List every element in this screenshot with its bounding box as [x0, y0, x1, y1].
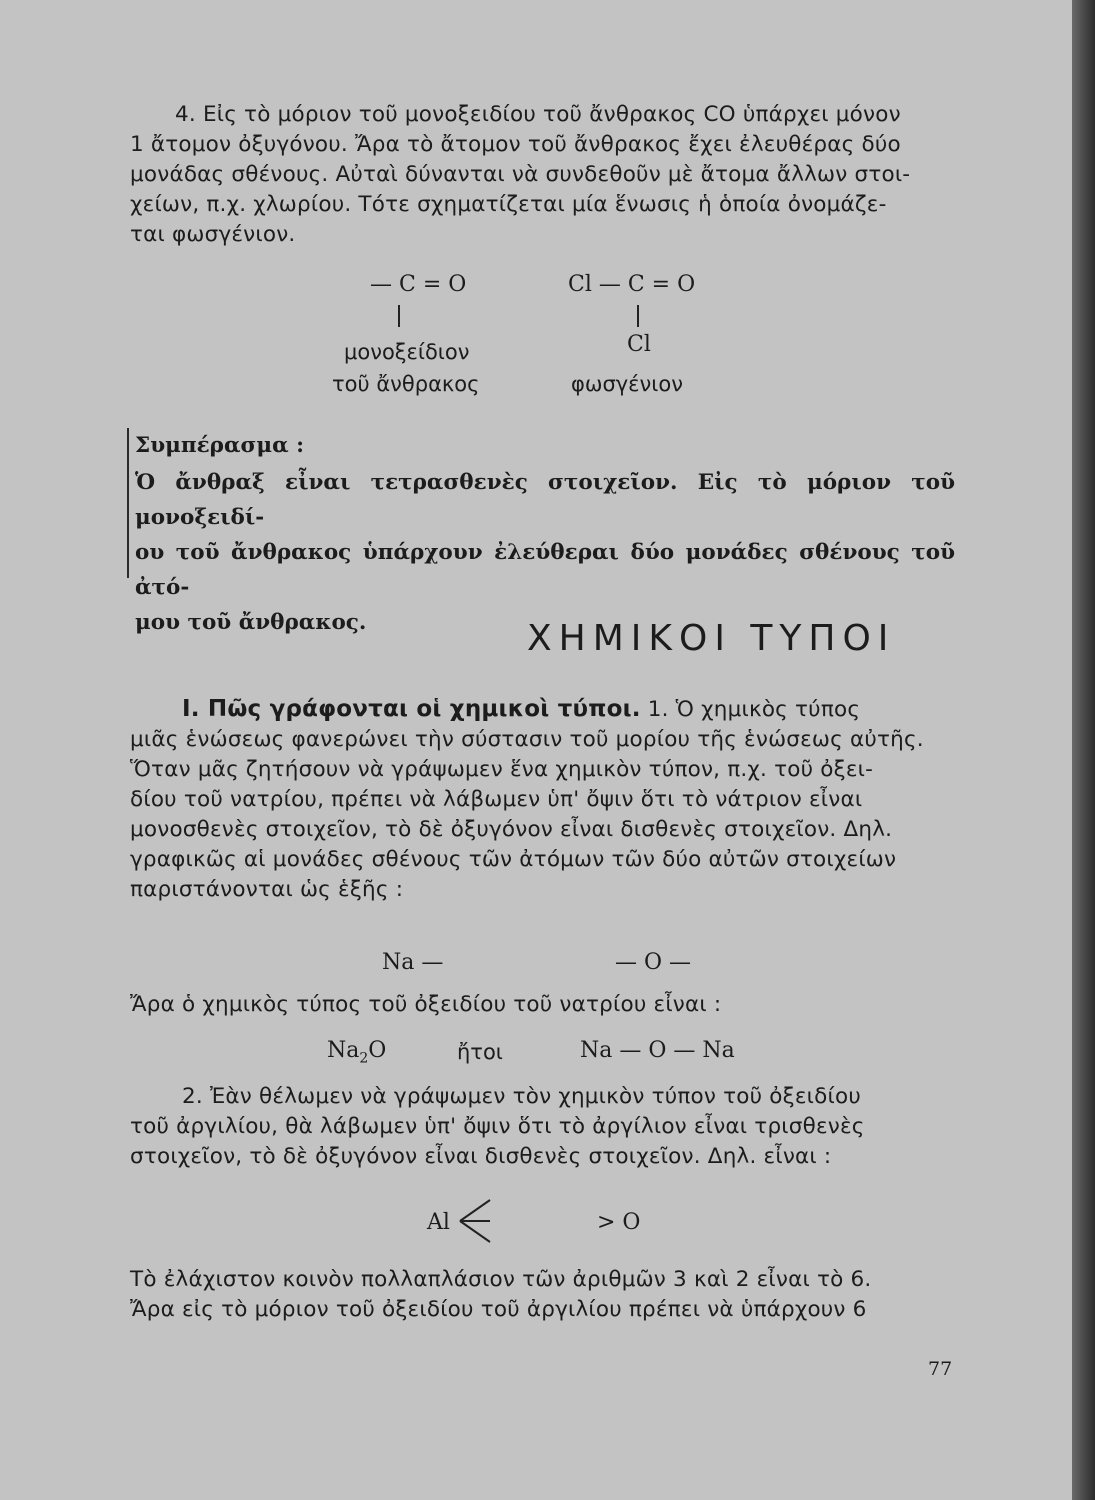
text-line: γραφικῶς αἱ μονάδες σθένους τῶν ἀτόμων τῶν δύο αὐτῶν στοιχείων — [130, 847, 897, 872]
paragraph-4 — [130, 100, 950, 250]
na2o-formula — [327, 1038, 386, 1066]
co-formula: — C = O — [370, 272, 467, 297]
sodium-valence: Na — — [382, 950, 444, 975]
text-line: δίου τοῦ νατρίου, πρέπει νὰ λάβωμεν ὑπ' ὄψιν ὅτι τὸ νάτριον εἶναι — [130, 787, 863, 812]
section-heading: ΧΗΜΙΚΟΙ ΤΥΠΟΙ — [527, 618, 896, 659]
text-line: παριστάνονται ὡς ἑξῆς : — [130, 877, 404, 902]
text-line: Ὁ ἄνθραξ εἶναι τετρασθενὲς στοιχεῖον. Εἰς τὸ μόριον τοῦ μονοξειδί- — [135, 470, 955, 530]
conclusion-title: Συμπέρασμα : — [135, 433, 305, 458]
text-line: Τὸ ἐλάχιστον κοινὸν πολλαπλάσιον τῶν ἀριθμῶν 3 καὶ 2 εἶναι τὸ 6. — [130, 1267, 872, 1292]
text-line: μου τοῦ ἄνθρακος. — [135, 610, 367, 635]
text-line: 1 ἄτομον ὀξυγόνου. Ἄρα τὸ ἄτομον τοῦ ἄνθρακος ἔχει ἐλευθέρας δύο — [130, 132, 901, 157]
conclusion-text — [135, 465, 955, 640]
text-line: μονάδας σθένους. Αὐταὶ δύνανται νὰ συνδεθοῦν μὲ ἄτομα ἄλλων στοι- — [130, 162, 911, 187]
subsection-title: I. Πῶς γράφονται οἱ χημικοὶ τύποι. — [182, 696, 641, 722]
formula-intro — [130, 990, 950, 1020]
text-line: ου τοῦ ἄνθρακος ὑπάρχουν ἐλεύθεραι δύο μονάδες σθένους τοῦ ἀτό- — [135, 540, 955, 600]
phosgene-formula: Cl — C = O — [568, 272, 696, 297]
oxygen-valence-al: > O — [597, 1210, 641, 1235]
text-line: Ἄρα εἰς τὸ μόριον τοῦ ὀξειδίου τοῦ ἀργιλίου πρέπει νὰ ὑπάρχουν 6 — [130, 1297, 867, 1322]
text-line: Ὅταν μᾶς ζητήσουν νὰ γράψωμεν ἕνα χημικὸν τύπον, π.χ. τοῦ ὀξει- — [130, 757, 874, 782]
formula-caption: φωσγένιον — [571, 372, 683, 396]
paragraph-3 — [130, 1265, 950, 1325]
formula-caption: τοῦ ἄνθρακος — [332, 372, 480, 396]
formula-part: O — [368, 1038, 387, 1063]
formula-part: Na — [327, 1038, 360, 1063]
connector-word: ἤτοι — [457, 1040, 503, 1064]
subsection-first-line: 1. Ὁ χημικὸς τύπος — [640, 697, 861, 722]
formula-subscript: 2 — [359, 1050, 369, 1067]
conclusion-sidebar-rule — [127, 428, 129, 578]
book-spine-shadow — [1072, 0, 1095, 1500]
formula-caption: μονοξείδιον — [344, 340, 470, 364]
subsection-1 — [130, 694, 950, 905]
text-line: στοιχεῖον, τὸ δὲ ὀξυγόνον εἶναι δισθενὲς στοιχεῖον. Δηλ. εἶναι : — [130, 1144, 832, 1169]
aluminium-bond-lines — [458, 1196, 492, 1246]
chlorine-atom: Cl — [627, 332, 651, 357]
text-line: χείων, π.χ. χλωρίου. Τότε σχηματίζεται μία ἕνωσις ἡ ὁποία ὀνομάζε- — [130, 192, 887, 217]
page-number: 77 — [928, 1358, 953, 1380]
text-line — [130, 694, 950, 725]
aluminium-valence — [427, 1210, 450, 1235]
aluminium-symbol: Al — [427, 1210, 450, 1235]
text-line: μονοσθενὲς στοιχεῖον, τὸ δὲ ὀξυγόνον εἶναι δισθενὲς στοιχεῖον. Δηλ. — [130, 817, 893, 842]
text-line: μιᾶς ἑνώσεως φανερώνει τὴν σύστασιν τοῦ μορίου τῆς ἑνώσεως αὐτῆς. — [130, 727, 924, 752]
text-line: ται φωσγένιον. — [130, 222, 296, 247]
text-line: 2. Ἐὰν θέλωμεν νὰ γράψωμεν τὸν χημικὸν τύπον τοῦ ὀξειδίου — [182, 1084, 861, 1109]
bond-line — [637, 305, 639, 327]
paragraph-2 — [130, 1082, 950, 1172]
bond-line — [398, 305, 400, 327]
na2o-structural: Na — O — Na — [580, 1038, 735, 1063]
text-line: 4. Εἰς τὸ μόριον τοῦ μονοξειδίου τοῦ ἄνθρακος CO ὑπάρχει μόνον — [175, 102, 901, 127]
text-line: τοῦ ἀργιλίου, θὰ λάβωμεν ὑπ' ὄψιν ὅτι τὸ ἀργίλιον εἶναι τρισθενὲς — [130, 1114, 865, 1139]
text-line: Ἄρα ὁ χημικὸς τύπος τοῦ ὀξειδίου τοῦ νατρίου εἶναι : — [130, 992, 722, 1017]
oxygen-valence: — O — — [615, 950, 692, 975]
